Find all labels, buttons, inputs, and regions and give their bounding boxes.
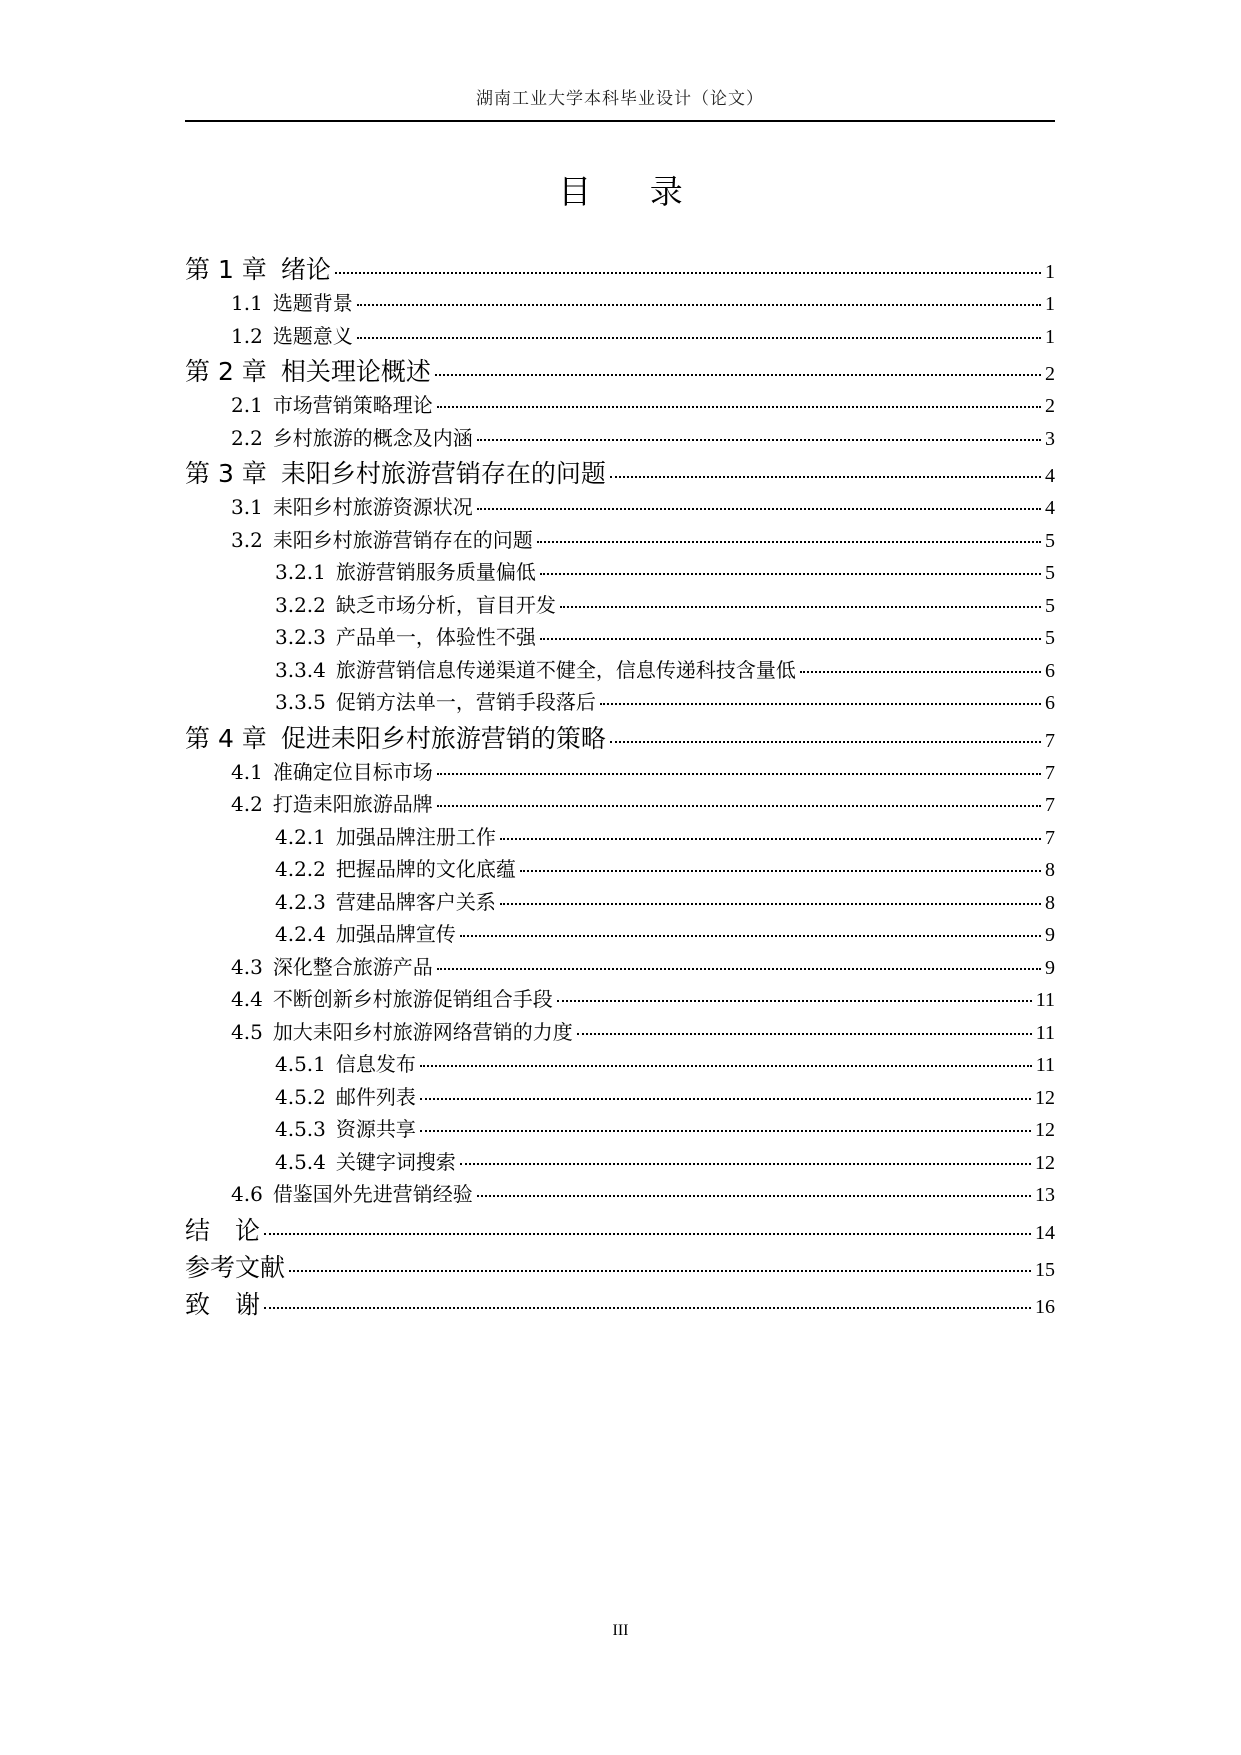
toc-entry[interactable] (185, 918, 1055, 951)
toc-dot-leader (437, 968, 1041, 970)
toc-entry[interactable] (185, 886, 1055, 919)
toc-dot-leader (540, 573, 1041, 575)
toc-entry-number: 4.5.4 (275, 1149, 326, 1174)
toc-entry-number: 2.2 (231, 425, 263, 450)
toc-entry-number: 4.4 (231, 987, 263, 1011)
toc-dot-leader (600, 703, 1041, 705)
toc-entry[interactable] (185, 589, 1055, 622)
toc-dot-leader (557, 1000, 1032, 1002)
toc-entry-title: 促销方法单一，营销手段落后 (335, 690, 596, 714)
toc-entry-page: 6 (1045, 692, 1055, 714)
toc-entry-title: 不断创新乡村旅游促销组合手段 (272, 987, 553, 1011)
toc-entry[interactable] (185, 756, 1055, 789)
toc-entry[interactable] (185, 1146, 1055, 1179)
toc-dot-leader (537, 541, 1041, 543)
toc-entry-page: 7 (1045, 794, 1055, 816)
toc-entry[interactable] (185, 1211, 1055, 1248)
toc-entry[interactable] (185, 389, 1055, 422)
toc-entry-number: 3.2.1 (275, 560, 326, 584)
toc-entry-page: 12 (1035, 1151, 1055, 1174)
toc-entry-page: 1 (1045, 325, 1055, 348)
toc-entry-page: 8 (1045, 891, 1055, 914)
toc-dot-leader (437, 773, 1041, 775)
toc-entry-page: 11 (1035, 1054, 1055, 1076)
toc-entry[interactable] (185, 454, 1055, 491)
toc-entry-page: 12 (1035, 1086, 1055, 1109)
toc-entry-page: 7 (1045, 761, 1055, 784)
toc-entry-number: 第 2 章 (185, 357, 267, 386)
toc-entry[interactable] (185, 983, 1055, 1016)
toc-dot-leader (289, 1270, 1031, 1272)
toc-entry-number: 2.1 (231, 393, 263, 417)
toc-dot-leader (335, 272, 1041, 274)
toc-dot-leader (540, 638, 1041, 640)
toc-dot-leader (610, 476, 1041, 478)
toc-dot-leader (264, 1233, 1031, 1235)
toc-dot-leader (435, 374, 1041, 376)
toc-dot-leader (800, 671, 1041, 673)
toc-dot-leader (520, 870, 1041, 872)
toc-entry-page: 11 (1035, 1021, 1055, 1044)
toc-dot-leader (460, 935, 1041, 937)
toc-entry-title: 加强品牌宣传 (335, 922, 456, 946)
toc-entry[interactable] (185, 287, 1055, 320)
toc-dot-leader (577, 1033, 1032, 1035)
toc-entry-title: 打造耒阳旅游品牌 (272, 792, 433, 816)
toc-entry[interactable] (185, 1248, 1055, 1285)
toc-dot-leader (420, 1065, 1032, 1067)
toc-entry-number: 4.6 (231, 1182, 263, 1206)
toc-entry[interactable] (185, 422, 1055, 455)
toc-entry[interactable] (185, 556, 1055, 589)
toc-entry-page: 7 (1045, 826, 1055, 849)
toc-entry-page: 13 (1035, 1184, 1055, 1206)
toc-entry-page: 11 (1035, 989, 1055, 1011)
toc-entry[interactable] (185, 853, 1055, 886)
toc-dot-leader (560, 606, 1041, 608)
toc-entry-page: 15 (1035, 1258, 1055, 1281)
toc-entry-title: 缺乏市场分析，盲目开发 (335, 592, 556, 617)
toc-entry-number: 3.3.4 (275, 657, 326, 682)
toc-entry-title: 促进耒阳乡村旅游营销的策略 (280, 723, 606, 753)
toc-dot-leader (437, 805, 1041, 807)
toc-entry-page: 4 (1045, 497, 1055, 519)
toc-entry-title: 资源共享 (335, 1117, 416, 1141)
toc-dot-leader (500, 838, 1041, 840)
toc-entry-page: 16 (1035, 1295, 1055, 1318)
toc-entry-page: 5 (1045, 562, 1055, 584)
toc-dot-leader (477, 1195, 1031, 1197)
toc-entry-page: 7 (1045, 729, 1055, 752)
toc-entry[interactable] (185, 821, 1055, 854)
toc-entry-title: 把握品牌的文化底蕴 (335, 857, 516, 881)
toc-entry[interactable] (185, 686, 1055, 719)
toc-entry-page: 9 (1045, 956, 1055, 979)
toc-entry[interactable] (185, 352, 1055, 389)
toc-entry-page: 12 (1035, 1119, 1055, 1141)
toc-entry-title: 信息发布 (335, 1052, 416, 1076)
toc-entry-title: 绪论 (280, 255, 331, 284)
toc-entry-number: 4.3 (231, 954, 263, 979)
header-rule (185, 120, 1055, 122)
toc-dot-leader (357, 304, 1041, 306)
page-number: III (612, 1622, 629, 1639)
toc-entry-page: 8 (1045, 859, 1055, 881)
toc-entry-title: 邮件列表 (335, 1084, 416, 1109)
toc-entry-page: 2 (1045, 363, 1055, 385)
toc-dot-leader (437, 406, 1041, 408)
toc-entry-title: 选题意义 (272, 323, 353, 348)
toc-dot-leader (357, 337, 1041, 339)
toc-entry[interactable] (185, 491, 1055, 524)
page-title: 目 录 (558, 172, 707, 211)
toc-dot-leader (500, 903, 1041, 905)
toc-entry[interactable] (185, 1016, 1055, 1049)
toc-entry[interactable] (185, 621, 1055, 654)
toc-entry-number: 1.2 (231, 323, 263, 348)
toc-entry[interactable] (185, 1081, 1055, 1114)
running-header: 湖南工业大学本科毕业设计（论文） (476, 89, 764, 109)
toc-entry[interactable] (185, 654, 1055, 687)
toc-entry-title: 致 谢 (185, 1289, 261, 1319)
toc-entry-number: 第 1 章 (185, 255, 267, 284)
toc-entry-page: 9 (1045, 924, 1055, 946)
toc-entry[interactable] (185, 788, 1055, 821)
toc-entry-title: 营建品牌客户关系 (335, 889, 496, 914)
toc-dot-leader (460, 1163, 1031, 1165)
toc-dot-leader (264, 1307, 1031, 1309)
toc-entry-title: 选题背景 (272, 291, 353, 315)
toc-entry-page: 14 (1035, 1221, 1055, 1244)
toc-entry-number: 4.5.3 (275, 1117, 326, 1141)
toc-entry-number: 3.3.5 (275, 690, 326, 714)
toc-entry-number: 1.1 (231, 291, 263, 315)
toc-entry-page: 5 (1045, 529, 1055, 552)
toc-entry-number: 第 3 章 (185, 459, 267, 488)
toc-entry-title: 耒阳乡村旅游资源状况 (272, 495, 473, 519)
toc-dot-leader (420, 1098, 1031, 1100)
toc-entry-title: 借鉴国外先进营销经验 (272, 1182, 473, 1206)
toc-entry-number: 4.5 (231, 1019, 263, 1044)
toc-entry[interactable] (185, 250, 1055, 287)
toc-entry-title: 耒阳乡村旅游营销存在的问题 (272, 527, 533, 552)
toc-entry-number: 第 4 章 (185, 723, 267, 753)
toc-dot-leader (420, 1130, 1031, 1132)
toc-entry-title: 深化整合旅游产品 (272, 954, 433, 979)
toc-entry[interactable] (185, 1048, 1055, 1081)
toc-entry-number: 4.1 (231, 759, 263, 784)
toc-entry-page: 6 (1045, 659, 1055, 682)
toc-entry-title: 加大耒阳乡村旅游网络营销的力度 (272, 1019, 573, 1044)
toc-entry-number: 4.2 (231, 792, 263, 816)
toc-entry-page: 1 (1045, 261, 1055, 283)
toc-entry-number: 3.2.2 (275, 592, 326, 617)
toc-entry-page: 3 (1045, 427, 1055, 450)
toc-entry-title: 产品单一，体验性不强 (335, 625, 536, 649)
toc-entry-number: 4.2.4 (275, 922, 326, 946)
toc-entry[interactable] (185, 951, 1055, 984)
toc-entry-title: 相关理论概述 (280, 357, 431, 386)
toc-entry-title: 准确定位目标市场 (272, 759, 433, 784)
toc-entry-page: 5 (1045, 627, 1055, 649)
toc-entry-title: 乡村旅游的概念及内涵 (272, 425, 473, 450)
toc-entry[interactable] (185, 320, 1055, 353)
toc-entry-title: 关键字词搜索 (335, 1149, 456, 1174)
toc-entry-title: 旅游营销信息传递渠道不健全，信息传递科技含量低 (335, 657, 796, 682)
toc-entry[interactable] (185, 1113, 1055, 1146)
toc-entry[interactable] (185, 719, 1055, 756)
toc-entry-number: 3.2.3 (275, 625, 326, 649)
toc-entry-title: 加强品牌注册工作 (335, 824, 496, 849)
toc-entry-title: 耒阳乡村旅游营销存在的问题 (280, 459, 606, 488)
toc-dot-leader (477, 508, 1041, 510)
toc-entry-title: 参考文献 (185, 1252, 286, 1282)
toc-entry-number: 4.5.2 (275, 1084, 326, 1109)
toc-entry-number: 4.2.3 (275, 889, 326, 914)
toc-entry-page: 1 (1045, 293, 1055, 315)
toc-entry-page: 5 (1045, 594, 1055, 617)
toc-entry-page: 4 (1045, 465, 1055, 487)
toc-dot-leader (477, 439, 1041, 441)
toc-entry-number: 3.1 (231, 495, 263, 519)
table-of-contents (185, 250, 1055, 1322)
toc-entry-title: 旅游营销服务质量偏低 (335, 560, 536, 584)
toc-entry-number: 4.5.1 (275, 1052, 326, 1076)
toc-entry-page: 2 (1045, 395, 1055, 417)
toc-entry-title: 结 论 (185, 1215, 261, 1245)
toc-entry-number: 3.2 (231, 527, 263, 552)
toc-entry[interactable] (185, 1285, 1055, 1322)
toc-entry-title: 市场营销策略理论 (272, 393, 433, 417)
toc-dot-leader (610, 741, 1041, 743)
toc-entry[interactable] (185, 1178, 1055, 1211)
toc-entry[interactable] (185, 524, 1055, 557)
toc-entry-number: 4.2.1 (275, 824, 326, 849)
toc-entry-number: 4.2.2 (275, 857, 326, 881)
